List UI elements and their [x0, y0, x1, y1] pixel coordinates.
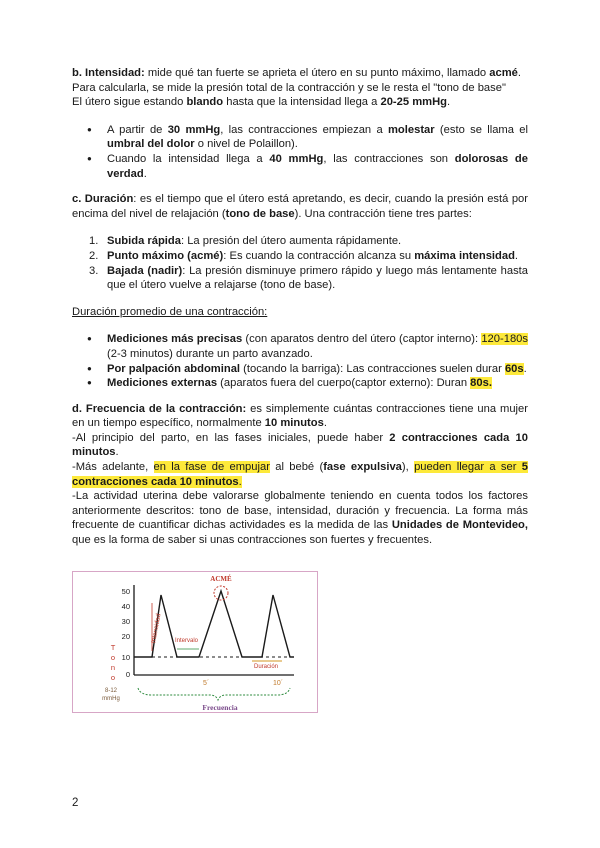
- text-run: A partir de: [107, 123, 168, 136]
- text-run: Unidades de Montevideo,: [391, 519, 528, 532]
- text-run: El útero sigue estando: [72, 96, 187, 109]
- text-run: máxima intensidad: [414, 249, 515, 262]
- text-run: , las contracciones son: [323, 152, 455, 165]
- text-run: (2-3 minutos) durante un parto avanzado.: [107, 347, 313, 360]
- text-run: mide qué tan fuerte se aprieta el útero en su punto máximo, llamado: [144, 67, 490, 79]
- text-run: blando: [186, 96, 224, 109]
- acme-label: ACMÉ: [210, 575, 232, 583]
- time-mark-5: 5´: [203, 680, 210, 687]
- text-run: Cuando la intensidad llega a: [107, 152, 270, 165]
- text-run: 60s: [504, 362, 524, 375]
- frequency-paragraph-4: [72, 489, 528, 547]
- y-tick-label: 50: [121, 587, 130, 596]
- text-run: -La actividad uterina debe valorarse globalmente teniendo en cuenta todos los factores anteriormente descritos: tono de base, intensidad, duración y frecuencia. La forma más frecuente de cuantificar dichas actividades es la medida de las: [72, 490, 528, 532]
- text-run: molestar: [387, 123, 435, 136]
- text-run: Mediciones más precisas: [107, 333, 243, 346]
- text-run: d. Frecuencia de la contracción:: [72, 402, 247, 415]
- text-run: -Más adelante,: [72, 461, 154, 474]
- text-run: : Es cuando la contracción alcanza su: [223, 249, 415, 262]
- y-tick-label: 40: [121, 602, 130, 611]
- duration-intro: [72, 192, 528, 221]
- text-run: en la fase de empujar: [153, 461, 270, 474]
- text-run: 120-180s: [481, 333, 528, 346]
- interval-label: Intervalo: [175, 638, 199, 644]
- text-run: ),: [401, 461, 415, 474]
- y-tick-label: 10: [121, 653, 130, 662]
- document-body: [72, 66, 528, 548]
- tono-letter: o: [110, 653, 116, 662]
- text-run: ). Una contracción tiene tres partes:: [294, 207, 472, 220]
- y-tick-label: 0: [125, 670, 130, 679]
- text-run: (con aparatos dentro del útero (captor interno):: [242, 333, 482, 346]
- text-run: fase expulsiva: [323, 461, 402, 474]
- text-run: 2 contracciones cada 10 minutos: [72, 431, 528, 459]
- tono-letter: n: [110, 663, 116, 672]
- text-run: que es la forma de saber si unas contracciones son fuertes y frecuentes.: [72, 534, 433, 547]
- step-number: 1.: [89, 235, 99, 248]
- duration-steps-list: [72, 234, 528, 292]
- text-run: b. Intensidad:: [72, 67, 145, 79]
- intensity-bullet: [72, 123, 528, 152]
- intensity-label: Intensidad: [150, 613, 163, 644]
- page-number: 2: [72, 797, 79, 809]
- text-run: .: [323, 417, 327, 430]
- text-run: 80s.: [470, 377, 492, 390]
- intensity-line-1: [72, 66, 528, 81]
- text-run: .: [115, 446, 119, 459]
- text-run: : La presión del útero aumenta rápidamente.: [180, 235, 402, 248]
- text-run: .: [143, 167, 147, 180]
- text-run: hasta que la intensidad llega a: [223, 96, 381, 109]
- average-duration-item: [72, 376, 528, 391]
- text-run: 5 contracciones cada 10 minutos: [72, 461, 528, 488]
- frequency-label: Frecuencia: [202, 703, 238, 712]
- text-run: o nivel de Polaillon).: [194, 138, 298, 151]
- average-duration-item: [72, 362, 528, 377]
- intensity-bullet: [72, 152, 528, 181]
- frequency-paragraph-3: [72, 460, 528, 489]
- text-run: (aparatos fuera del cuerpo(captor externo): Duran: [217, 377, 471, 390]
- y-tick-label: 20: [121, 632, 130, 641]
- tono-letter: T: [110, 643, 116, 652]
- average-duration-list: [72, 332, 528, 390]
- tono-label: [111, 643, 116, 682]
- text-run: Bajada (nadir): [107, 264, 183, 277]
- text-run: Por palpación abdominal: [107, 362, 241, 375]
- average-duration-item: [72, 332, 528, 361]
- text-run: (esto se llama el: [434, 123, 528, 136]
- duration-step: [72, 264, 528, 293]
- intensity-line-2: [72, 81, 528, 96]
- tono-unit: mmHg: [102, 696, 120, 702]
- tono-range: 8-12: [104, 688, 118, 694]
- text-run: c. Duración: [72, 193, 134, 206]
- text-run: umbral del dolor: [107, 138, 195, 151]
- tono-letter: o: [110, 673, 116, 682]
- text-run: : es el tiempo que el útero está apretando, es decir, cuando la presión está por encima del nivel de relajación (: [72, 193, 528, 220]
- text-run: pueden llegar a ser: [414, 461, 522, 474]
- text-run: Punto máximo (acmé): [107, 249, 224, 262]
- text-run: tono de base: [225, 207, 295, 220]
- text-run: , las contracciones empiezan a: [220, 123, 388, 136]
- text-run: .: [514, 249, 519, 262]
- frequency-paragraph-1: [72, 402, 528, 431]
- text-run: Subida rápida: [107, 235, 181, 248]
- intensity-bullet-list: [72, 123, 528, 181]
- text-run: .: [447, 96, 451, 109]
- text-run: .: [238, 475, 242, 488]
- average-duration-heading: Duración promedio de una contracción:: [72, 305, 268, 318]
- duration-step: [72, 249, 528, 264]
- text-run: Mediciones externas: [107, 377, 218, 390]
- step-number: 2.: [89, 249, 99, 262]
- time-mark-10: 10´: [273, 680, 284, 687]
- text-run: .: [517, 67, 521, 79]
- y-tick-label: 30: [121, 617, 130, 626]
- text-run: .: [523, 362, 527, 375]
- text-run: acmé: [489, 67, 518, 79]
- frequency-paragraph-2: [72, 431, 528, 460]
- text-run: 40 mmHg: [269, 152, 324, 165]
- duration-step: [72, 234, 528, 249]
- text-run: 10 minutos: [264, 417, 324, 430]
- text-run: -Al principio del parto, en las fases iniciales, puede haber: [72, 431, 390, 444]
- text-run: 20-25 mmHg: [380, 96, 448, 109]
- text-run: es simplemente cuántas contracciones tiene una mujer en un tiempo específico, normalmente: [72, 402, 528, 430]
- duration-label: Duración: [254, 664, 279, 670]
- text-run: Para calcularla, se mide la presión total de la contracción y se le resta el "tono de base": [72, 81, 506, 94]
- text-run: al bebé (: [269, 461, 324, 474]
- text-run: : La presión disminuye primero rápido y luego más lentamente hasta que el útero vuelve a relajarse (tono de base).: [107, 264, 528, 292]
- contraction-diagram: [72, 571, 318, 713]
- step-number: 3.: [89, 264, 99, 277]
- text-run: 30 mmHg: [167, 123, 221, 136]
- text-run: (tocando la barriga): Las contracciones suelen durar: [240, 362, 505, 375]
- text-run: dolorosas de verdad: [107, 152, 528, 180]
- intensity-line-3: [72, 95, 528, 110]
